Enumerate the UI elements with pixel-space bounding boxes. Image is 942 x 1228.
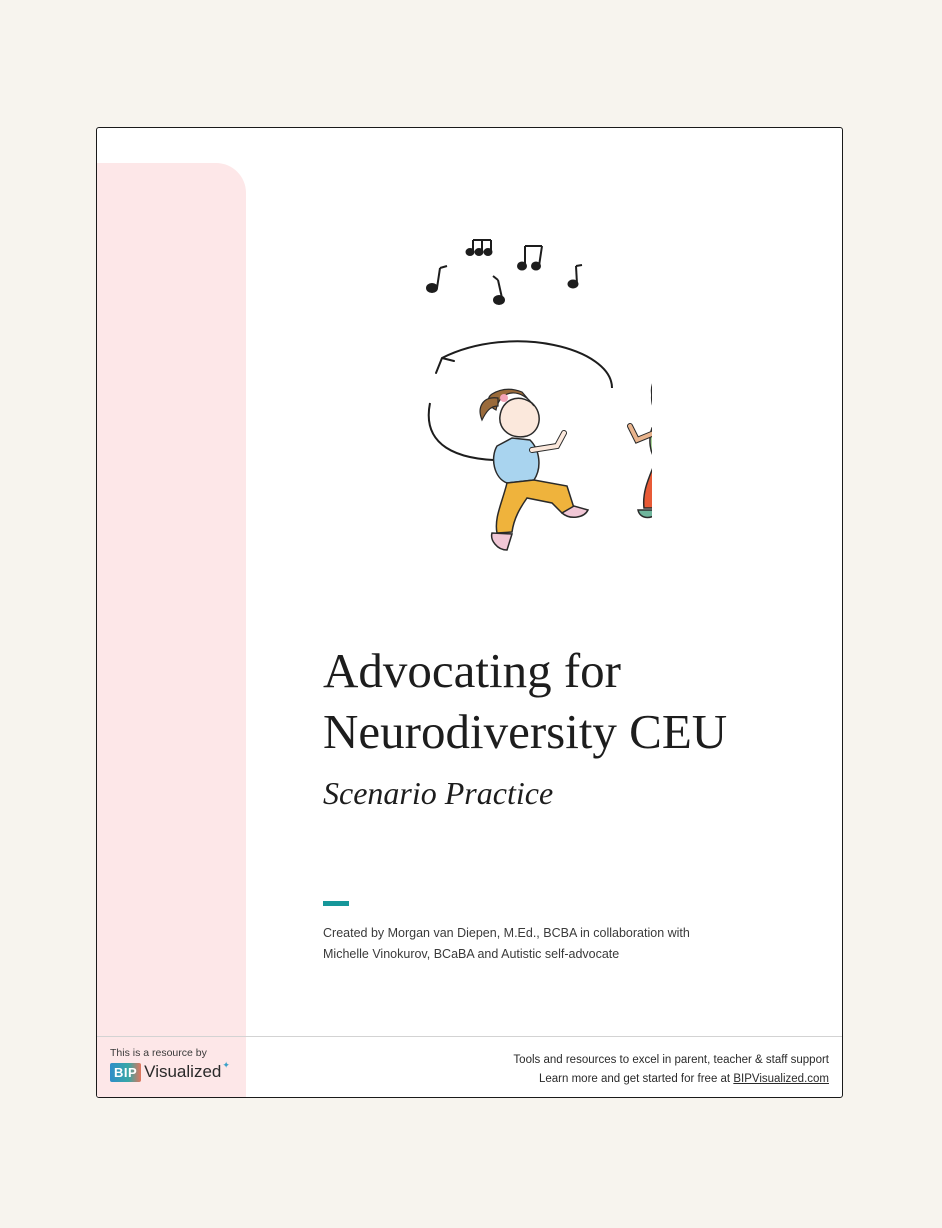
title-line-1: Advocating for [323,643,621,698]
title-line-2: Neurodiversity CEU [323,704,728,759]
accent-divider [323,901,349,906]
footer-divider [97,1036,842,1037]
credit-line-2: Michelle Vinokurov, BCaBA and Autistic self-advocate [323,947,620,961]
side-color-band [97,163,246,1098]
footer-brand [110,1047,230,1082]
sparkle-icon: ✦ [222,1059,230,1070]
bip-visualized-logo [110,1059,230,1082]
learn-more-text: Learn more and get started for free at [538,1073,734,1085]
credit-line-1: Created by Morgan van Diepen, M.Ed., BCBA in collaboration with [323,926,690,940]
document-page [96,127,843,1098]
footer-tagline: Tools and resources to excel in parent, teacher & staff support [513,1054,829,1066]
author-credits [323,923,690,965]
footer-info [513,1051,829,1089]
logo-badge: BIP [110,1063,141,1082]
website-link[interactable]: BIPVisualized.com [733,1073,829,1085]
dancing-children-illustration [312,228,652,568]
child-left-figure [480,389,588,550]
resource-by-label: This is a resource by [110,1047,207,1059]
child-right-figure [630,371,652,519]
document-subtitle: Scenario Practice [323,775,554,811]
footer-learn-more [513,1070,829,1089]
logo-wordmark: Visualized [144,1062,222,1081]
music-notes-icon [427,240,582,304]
document-title [323,640,823,762]
